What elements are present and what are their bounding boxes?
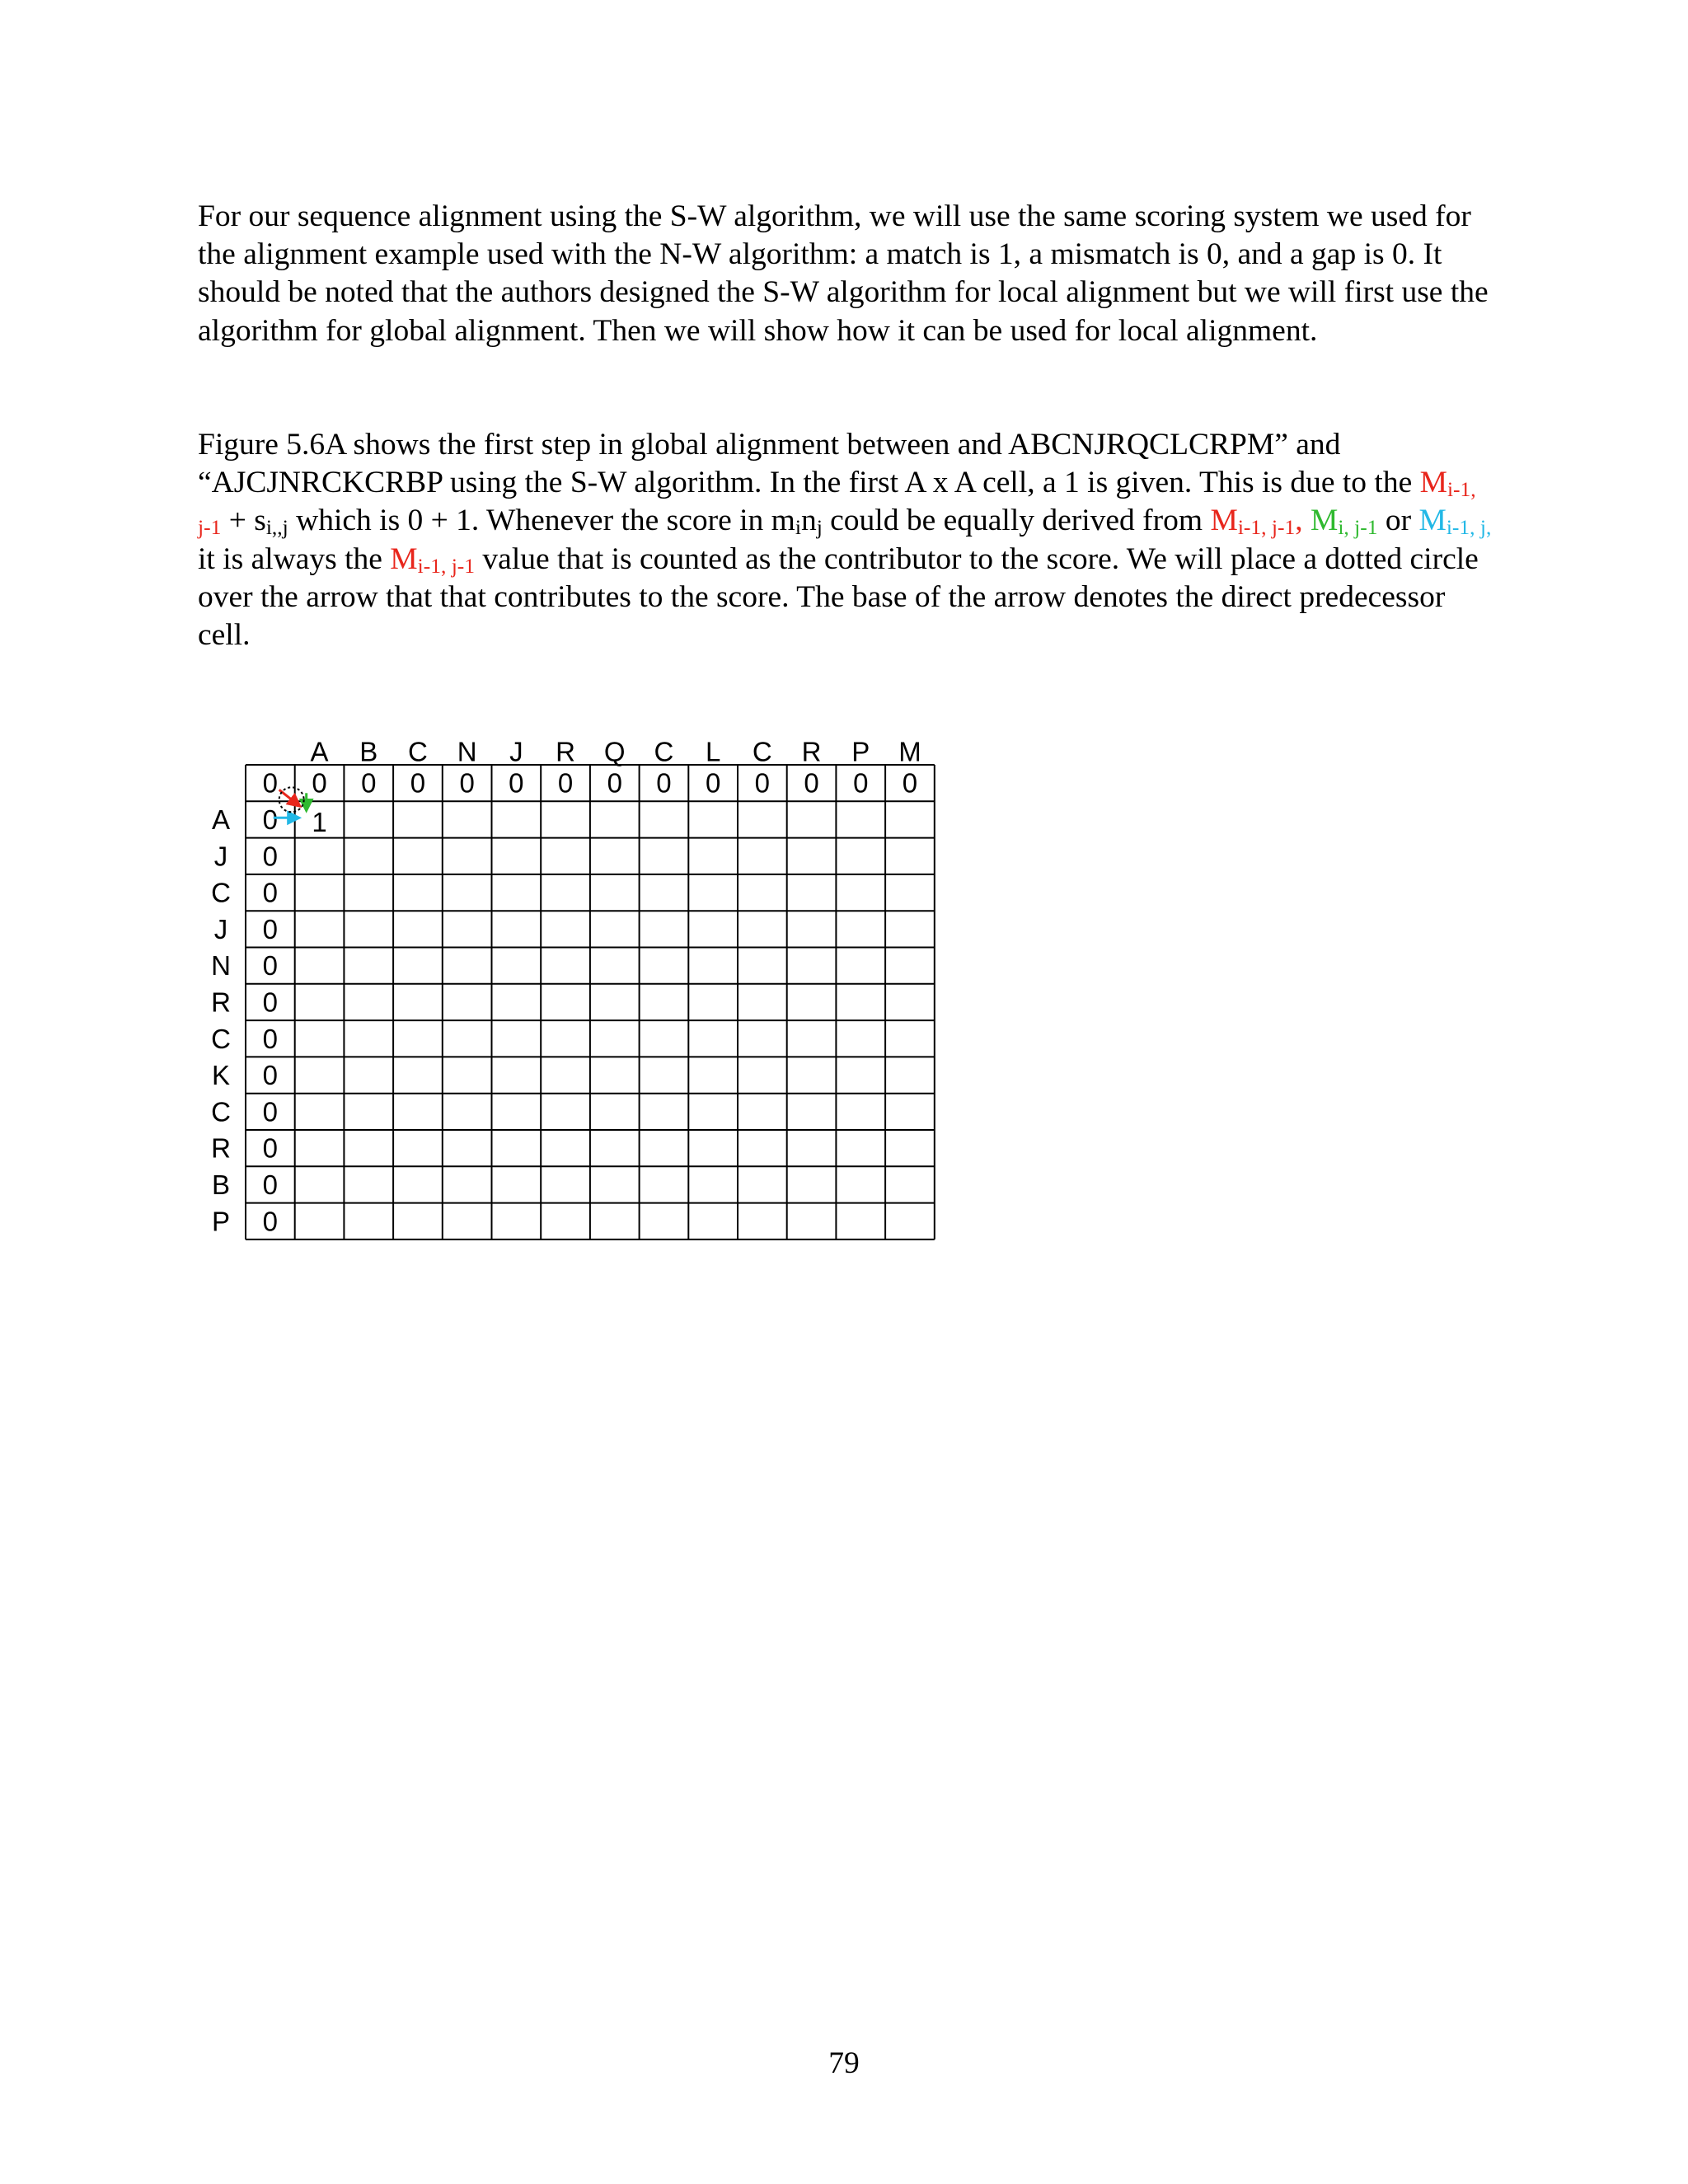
m-diagonal-term: $M_{i-1, j-1}$ — [198, 466, 1476, 540]
row-header: R — [211, 1132, 231, 1164]
grid-lines — [246, 765, 935, 1240]
cell-value: 0 — [361, 767, 377, 799]
col-header: M — [898, 736, 921, 767]
s-subscript: i,,j — [265, 515, 288, 540]
m-up-term: $M_{i-1, j,}$ — [1418, 504, 1492, 540]
intro-text: For our sequence alignment using the S-W algorithm, we will use the same scoring system we used for the alignment example used with the N-W algorithm: a match is 1, a mismatch is 0, and a gap is 0. It should be noted that the authors designed the S-W algorithm for local alignment but we will first use the algorithm for global alignment. Then we will show how it can be used for local alignment. — [198, 199, 1489, 348]
cell-value: 0 — [754, 767, 771, 799]
col-header: L — [705, 736, 721, 767]
cell-value: 0 — [509, 767, 524, 799]
row-header: C — [211, 1096, 231, 1127]
m-diagonal-term: $M_{i-1, j-1}$ — [390, 541, 476, 578]
cell-value: 0 — [262, 1169, 279, 1200]
col-header: R — [556, 736, 575, 767]
dotted-circle — [279, 787, 304, 812]
intro-paragraph — [198, 198, 1492, 350]
cell-value: 0 — [312, 767, 327, 799]
row-header: J — [213, 841, 228, 872]
cell-value: 0 — [902, 767, 918, 799]
col-header: P — [851, 736, 870, 767]
grid-labels — [211, 737, 921, 1237]
col-header: B — [359, 736, 378, 767]
cell-value: 0 — [262, 1206, 279, 1237]
row-header: R — [211, 987, 231, 1018]
row-header: P — [211, 1206, 231, 1237]
col-header: J — [509, 736, 523, 767]
col-header: N — [457, 736, 477, 767]
col-header: C — [408, 736, 428, 767]
cell-value: 0 — [262, 1060, 279, 1091]
cell-value: 0 — [705, 767, 721, 799]
row-header: N — [211, 950, 231, 982]
text-run: Figure 5.6A shows the first step in global alignment between and ABCNJRQCLCRPM” and “AJCJNRCKCRBP using the S-W algorithm. In the first A x A cell, a 1 is given. This is due to the — [198, 428, 1420, 500]
row-header: K — [211, 1060, 231, 1091]
cell-value: 0 — [557, 767, 574, 799]
text-run: , — [1295, 504, 1311, 538]
cell-value: 0 — [459, 767, 475, 799]
text-run: which is 0 + 1. Whenever the score in m — [288, 504, 795, 538]
text-run: it is always the — [198, 541, 391, 576]
diagonal-arrow — [279, 790, 299, 805]
col-header: Q — [603, 736, 626, 767]
row-header: J — [213, 913, 228, 944]
cell-value: 0 — [262, 804, 279, 835]
col-header: R — [801, 736, 822, 767]
n-subscript: j — [816, 515, 823, 540]
col-header: A — [310, 736, 329, 767]
col-header: C — [654, 736, 674, 767]
row-header: C — [211, 1023, 231, 1054]
cell-value: 0 — [804, 767, 819, 799]
cell-value: 0 — [262, 877, 279, 908]
m-left-term: $M_{i, j-1}$ — [1310, 504, 1378, 540]
cell-value: 0 — [262, 1023, 279, 1054]
cell-value: 0 — [262, 1096, 279, 1127]
cell-value: 0 — [410, 767, 426, 799]
cell-value: 0 — [262, 767, 279, 799]
filled-cell-value: 1 — [312, 806, 327, 837]
cell-value: 0 — [262, 950, 279, 982]
cell-value: 0 — [607, 767, 622, 799]
cell-value: 0 — [262, 913, 279, 944]
text-run: + s — [221, 504, 266, 538]
cell-value: 0 — [262, 1132, 279, 1164]
cell-value: 0 — [262, 987, 279, 1018]
figure-description-paragraph — [198, 426, 1492, 654]
text-run: value that is counted as the contributor to the score. We will place a dotted circle over the arrow that that contributes to the score. The base of the arrow denotes the direct predecessor cell. — [198, 541, 1479, 653]
m-diagonal-term: $M_{i-1, j-1}$ — [1210, 504, 1296, 540]
arrows-overlay — [274, 787, 307, 818]
row-header: C — [211, 877, 231, 908]
cell-value: 0 — [656, 767, 672, 799]
m-subscript: i — [795, 515, 801, 540]
text-run: could be equally derived from — [822, 504, 1211, 538]
text-run: n — [800, 504, 817, 538]
row-header: A — [211, 804, 231, 835]
cell-value: 0 — [853, 767, 869, 799]
page-number: 79 — [828, 2046, 860, 2080]
row-header: B — [211, 1169, 231, 1200]
cell-value: 0 — [262, 841, 279, 872]
col-header: C — [752, 736, 772, 767]
text-run: or — [1377, 504, 1419, 538]
